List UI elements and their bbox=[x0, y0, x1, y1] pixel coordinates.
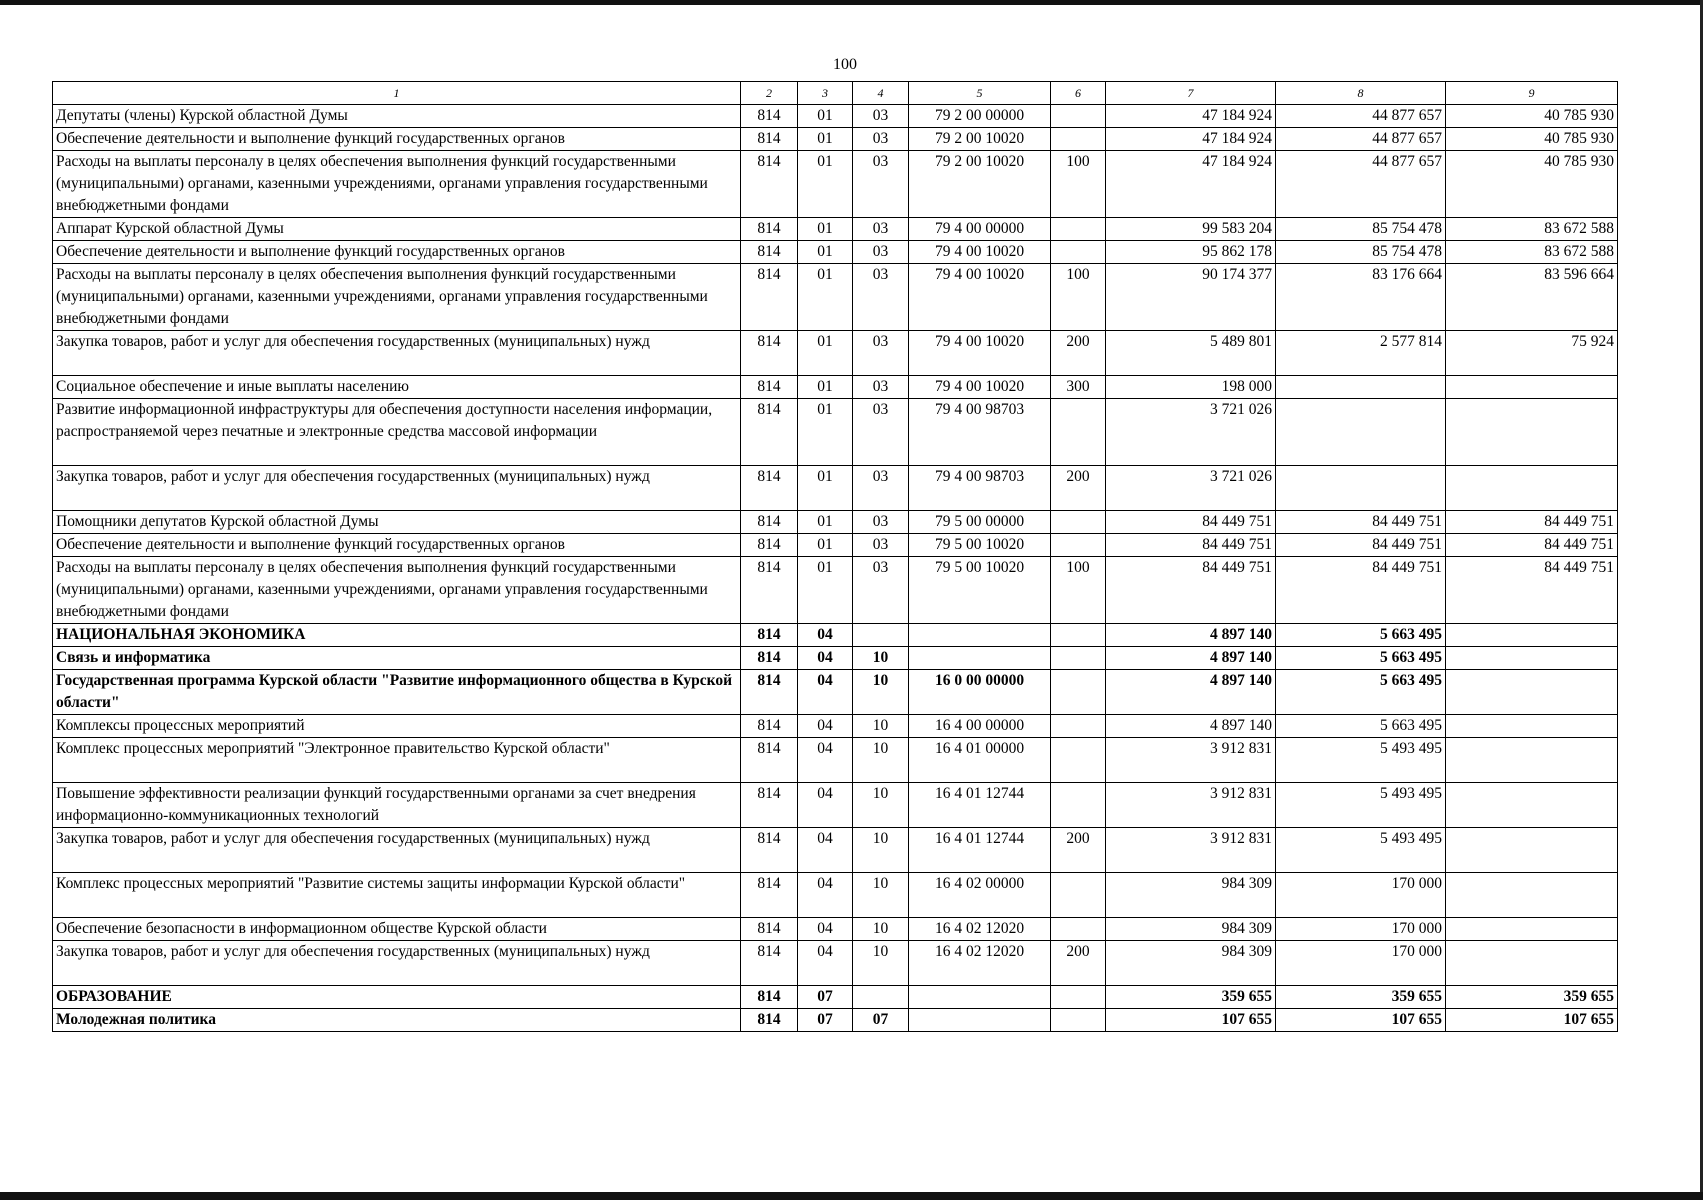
amount-col8 bbox=[1276, 399, 1446, 466]
expense-type-code bbox=[1051, 105, 1106, 128]
section-code: 01 bbox=[798, 557, 853, 624]
amount-col9 bbox=[1446, 873, 1618, 918]
amount-col7: 107 655 bbox=[1106, 1009, 1276, 1032]
target-article-code bbox=[909, 624, 1051, 647]
section-code: 07 bbox=[798, 986, 853, 1009]
row-name: Комплекс процессных мероприятий "Электронное правительство Курской области" bbox=[53, 738, 741, 783]
ministry-code: 814 bbox=[741, 128, 798, 151]
ministry-code: 814 bbox=[741, 783, 798, 828]
ministry-code: 814 bbox=[741, 241, 798, 264]
subsection-code: 03 bbox=[853, 151, 909, 218]
section-code: 04 bbox=[798, 941, 853, 986]
table-row bbox=[53, 828, 1618, 873]
amount-col8: 85 754 478 bbox=[1276, 241, 1446, 264]
table-row bbox=[53, 218, 1618, 241]
amount-col9: 40 785 930 bbox=[1446, 151, 1618, 218]
row-name: Расходы на выплаты персоналу в целях обеспечения выполнения функций государственными (муниципальными) органами, казенными учреждениями, органами управления государственными внебюджетными фондами bbox=[53, 151, 741, 218]
amount-col7: 47 184 924 bbox=[1106, 151, 1276, 218]
row-name: Обеспечение деятельности и выполнение функций государственных органов bbox=[53, 241, 741, 264]
ministry-code: 814 bbox=[741, 941, 798, 986]
row-name: Комплекс процессных мероприятий "Развитие системы защиты информации Курской области" bbox=[53, 873, 741, 918]
ministry-code: 814 bbox=[741, 466, 798, 511]
amount-col8: 5 493 495 bbox=[1276, 828, 1446, 873]
section-code: 01 bbox=[798, 534, 853, 557]
section-code: 01 bbox=[798, 218, 853, 241]
amount-col7: 47 184 924 bbox=[1106, 105, 1276, 128]
amount-col7: 359 655 bbox=[1106, 986, 1276, 1009]
amount-col8: 2 577 814 bbox=[1276, 331, 1446, 376]
amount-col8: 84 449 751 bbox=[1276, 557, 1446, 624]
amount-col9: 84 449 751 bbox=[1446, 534, 1618, 557]
target-article-code: 16 4 01 12744 bbox=[909, 828, 1051, 873]
amount-col7: 84 449 751 bbox=[1106, 511, 1276, 534]
amount-col8: 85 754 478 bbox=[1276, 218, 1446, 241]
ministry-code: 814 bbox=[741, 647, 798, 670]
amount-col9 bbox=[1446, 738, 1618, 783]
amount-col7: 984 309 bbox=[1106, 873, 1276, 918]
subsection-code: 10 bbox=[853, 783, 909, 828]
amount-col8: 44 877 657 bbox=[1276, 151, 1446, 218]
amount-col9 bbox=[1446, 918, 1618, 941]
ministry-code: 814 bbox=[741, 1009, 798, 1032]
subsection-code: 03 bbox=[853, 105, 909, 128]
amount-col7: 4 897 140 bbox=[1106, 624, 1276, 647]
amount-col8: 5 663 495 bbox=[1276, 670, 1446, 715]
expense-type-code bbox=[1051, 918, 1106, 941]
target-article-code: 79 4 00 98703 bbox=[909, 466, 1051, 511]
target-article-code: 79 4 00 10020 bbox=[909, 331, 1051, 376]
row-name: Закупка товаров, работ и услуг для обеспечения государственных (муниципальных) нужд bbox=[53, 828, 741, 873]
section-code: 01 bbox=[798, 331, 853, 376]
column-header: 4 bbox=[853, 82, 909, 105]
subsection-code: 03 bbox=[853, 511, 909, 534]
amount-col9: 84 449 751 bbox=[1446, 557, 1618, 624]
row-name: Помощники депутатов Курской областной Думы bbox=[53, 511, 741, 534]
section-code: 04 bbox=[798, 873, 853, 918]
table-row bbox=[53, 624, 1618, 647]
target-article-code: 79 5 00 10020 bbox=[909, 534, 1051, 557]
target-article-code: 16 0 00 00000 bbox=[909, 670, 1051, 715]
subsection-code: 03 bbox=[853, 331, 909, 376]
scan-border-top bbox=[0, 0, 1703, 5]
amount-col9 bbox=[1446, 624, 1618, 647]
target-article-code: 79 2 00 10020 bbox=[909, 151, 1051, 218]
table-row bbox=[53, 466, 1618, 511]
amount-col8: 170 000 bbox=[1276, 941, 1446, 986]
section-code: 01 bbox=[798, 241, 853, 264]
table-row bbox=[53, 151, 1618, 218]
amount-col7: 198 000 bbox=[1106, 376, 1276, 399]
amount-col9: 83 672 588 bbox=[1446, 241, 1618, 264]
row-name: Комплексы процессных мероприятий bbox=[53, 715, 741, 738]
amount-col7: 4 897 140 bbox=[1106, 647, 1276, 670]
table-row bbox=[53, 264, 1618, 331]
amount-col8: 170 000 bbox=[1276, 918, 1446, 941]
ministry-code: 814 bbox=[741, 264, 798, 331]
expense-type-code bbox=[1051, 783, 1106, 828]
subsection-code: 10 bbox=[853, 647, 909, 670]
expense-type-code: 200 bbox=[1051, 828, 1106, 873]
amount-col8: 170 000 bbox=[1276, 873, 1446, 918]
ministry-code: 814 bbox=[741, 828, 798, 873]
amount-col7: 84 449 751 bbox=[1106, 557, 1276, 624]
section-code: 01 bbox=[798, 151, 853, 218]
section-code: 04 bbox=[798, 828, 853, 873]
subsection-code: 10 bbox=[853, 918, 909, 941]
target-article-code: 79 4 00 10020 bbox=[909, 241, 1051, 264]
section-code: 01 bbox=[798, 466, 853, 511]
section-code: 04 bbox=[798, 715, 853, 738]
amount-col8: 5 493 495 bbox=[1276, 738, 1446, 783]
table-row bbox=[53, 647, 1618, 670]
expense-type-code: 100 bbox=[1051, 151, 1106, 218]
expense-type-code bbox=[1051, 873, 1106, 918]
ministry-code: 814 bbox=[741, 670, 798, 715]
row-name: Связь и информатика bbox=[53, 647, 741, 670]
amount-col8: 5 663 495 bbox=[1276, 624, 1446, 647]
amount-col7: 99 583 204 bbox=[1106, 218, 1276, 241]
table-row bbox=[53, 1009, 1618, 1032]
target-article-code: 79 2 00 00000 bbox=[909, 105, 1051, 128]
amount-col9 bbox=[1446, 783, 1618, 828]
table-row bbox=[53, 738, 1618, 783]
amount-col7: 4 897 140 bbox=[1106, 715, 1276, 738]
subsection-code: 10 bbox=[853, 738, 909, 783]
subsection-code: 10 bbox=[853, 941, 909, 986]
subsection-code: 03 bbox=[853, 128, 909, 151]
amount-col7: 3 912 831 bbox=[1106, 828, 1276, 873]
ministry-code: 814 bbox=[741, 918, 798, 941]
row-name: Депутаты (члены) Курской областной Думы bbox=[53, 105, 741, 128]
section-code: 04 bbox=[798, 918, 853, 941]
target-article-code: 79 4 00 00000 bbox=[909, 218, 1051, 241]
amount-col9 bbox=[1446, 399, 1618, 466]
subsection-code: 03 bbox=[853, 376, 909, 399]
ministry-code: 814 bbox=[741, 376, 798, 399]
amount-col9: 84 449 751 bbox=[1446, 511, 1618, 534]
amount-col7: 3 912 831 bbox=[1106, 738, 1276, 783]
column-header: 1 bbox=[53, 82, 741, 105]
ministry-code: 814 bbox=[741, 557, 798, 624]
ministry-code: 814 bbox=[741, 624, 798, 647]
table-row bbox=[53, 986, 1618, 1009]
target-article-code: 16 4 02 00000 bbox=[909, 873, 1051, 918]
page-number: 100 bbox=[833, 56, 857, 73]
section-code: 07 bbox=[798, 1009, 853, 1032]
expense-type-code: 200 bbox=[1051, 466, 1106, 511]
row-name: Расходы на выплаты персоналу в целях обеспечения выполнения функций государственными (муниципальными) органами, казенными учреждениями, органами управления государственными внебюджетными фондами bbox=[53, 557, 741, 624]
amount-col8: 83 176 664 bbox=[1276, 264, 1446, 331]
expense-type-code bbox=[1051, 241, 1106, 264]
table-row bbox=[53, 399, 1618, 466]
subsection-code: 03 bbox=[853, 399, 909, 466]
row-name: Социальное обеспечение и иные выплаты населению bbox=[53, 376, 741, 399]
row-name: Развитие информационной инфраструктуры для обеспечения доступности населения информации, распространяемой через печатные и электронные средства массовой информации bbox=[53, 399, 741, 466]
expense-type-code bbox=[1051, 1009, 1106, 1032]
subsection-code: 03 bbox=[853, 534, 909, 557]
section-code: 04 bbox=[798, 647, 853, 670]
subsection-code bbox=[853, 624, 909, 647]
row-name: Аппарат Курской областной Думы bbox=[53, 218, 741, 241]
section-code: 01 bbox=[798, 264, 853, 331]
section-code: 04 bbox=[798, 783, 853, 828]
amount-col7: 47 184 924 bbox=[1106, 128, 1276, 151]
amount-col7: 3 912 831 bbox=[1106, 783, 1276, 828]
amount-col9: 107 655 bbox=[1446, 1009, 1618, 1032]
target-article-code: 79 4 00 10020 bbox=[909, 376, 1051, 399]
ministry-code: 814 bbox=[741, 534, 798, 557]
amount-col9 bbox=[1446, 466, 1618, 511]
section-code: 04 bbox=[798, 738, 853, 783]
expense-type-code: 100 bbox=[1051, 264, 1106, 331]
amount-col7: 3 721 026 bbox=[1106, 399, 1276, 466]
section-code: 01 bbox=[798, 399, 853, 466]
target-article-code bbox=[909, 986, 1051, 1009]
scan-border-bottom bbox=[0, 1192, 1703, 1200]
amount-col8: 44 877 657 bbox=[1276, 128, 1446, 151]
amount-col8: 44 877 657 bbox=[1276, 105, 1446, 128]
amount-col9: 75 924 bbox=[1446, 331, 1618, 376]
row-name: НАЦИОНАЛЬНАЯ ЭКОНОМИКА bbox=[53, 624, 741, 647]
amount-col8: 107 655 bbox=[1276, 1009, 1446, 1032]
table-row bbox=[53, 873, 1618, 918]
target-article-code: 16 4 02 12020 bbox=[909, 941, 1051, 986]
amount-col8: 5 663 495 bbox=[1276, 715, 1446, 738]
ministry-code: 814 bbox=[741, 399, 798, 466]
subsection-code: 10 bbox=[853, 715, 909, 738]
target-article-code bbox=[909, 647, 1051, 670]
subsection-code: 03 bbox=[853, 264, 909, 331]
amount-col8: 84 449 751 bbox=[1276, 534, 1446, 557]
amount-col9 bbox=[1446, 715, 1618, 738]
expense-type-code bbox=[1051, 511, 1106, 534]
column-header: 8 bbox=[1276, 82, 1446, 105]
amount-col8 bbox=[1276, 376, 1446, 399]
amount-col8: 5 493 495 bbox=[1276, 783, 1446, 828]
table-row bbox=[53, 511, 1618, 534]
amount-col7: 90 174 377 bbox=[1106, 264, 1276, 331]
row-name: Обеспечение деятельности и выполнение функций государственных органов bbox=[53, 534, 741, 557]
column-header: 6 bbox=[1051, 82, 1106, 105]
expense-type-code bbox=[1051, 986, 1106, 1009]
amount-col9: 83 596 664 bbox=[1446, 264, 1618, 331]
target-article-code: 16 4 01 00000 bbox=[909, 738, 1051, 783]
ministry-code: 814 bbox=[741, 151, 798, 218]
amount-col9 bbox=[1446, 376, 1618, 399]
table-row bbox=[53, 918, 1618, 941]
target-article-code: 79 4 00 10020 bbox=[909, 264, 1051, 331]
ministry-code: 814 bbox=[741, 511, 798, 534]
amount-col9 bbox=[1446, 828, 1618, 873]
subsection-code: 10 bbox=[853, 873, 909, 918]
column-header: 9 bbox=[1446, 82, 1618, 105]
table-row bbox=[53, 128, 1618, 151]
row-name: Обеспечение деятельности и выполнение функций государственных органов bbox=[53, 128, 741, 151]
ministry-code: 814 bbox=[741, 873, 798, 918]
amount-col7: 3 721 026 bbox=[1106, 466, 1276, 511]
subsection-code: 03 bbox=[853, 218, 909, 241]
table-row bbox=[53, 105, 1618, 128]
amount-col7: 4 897 140 bbox=[1106, 670, 1276, 715]
expense-type-code: 300 bbox=[1051, 376, 1106, 399]
target-article-code: 79 5 00 10020 bbox=[909, 557, 1051, 624]
row-name: Закупка товаров, работ и услуг для обеспечения государственных (муниципальных) нужд bbox=[53, 941, 741, 986]
budget-table bbox=[52, 81, 1618, 1032]
amount-col8: 84 449 751 bbox=[1276, 511, 1446, 534]
amount-col9: 359 655 bbox=[1446, 986, 1618, 1009]
table-row bbox=[53, 331, 1618, 376]
expense-type-code bbox=[1051, 738, 1106, 783]
target-article-code bbox=[909, 1009, 1051, 1032]
expense-type-code bbox=[1051, 399, 1106, 466]
row-name: Обеспечение безопасности в информационном обществе Курской области bbox=[53, 918, 741, 941]
column-header: 3 bbox=[798, 82, 853, 105]
amount-col7: 95 862 178 bbox=[1106, 241, 1276, 264]
amount-col7: 984 309 bbox=[1106, 941, 1276, 986]
expense-type-code: 100 bbox=[1051, 557, 1106, 624]
column-header: 2 bbox=[741, 82, 798, 105]
expense-type-code bbox=[1051, 670, 1106, 715]
section-code: 01 bbox=[798, 511, 853, 534]
table-row bbox=[53, 670, 1618, 715]
row-name: Государственная программа Курской области "Развитие информационного общества в Курской области" bbox=[53, 670, 741, 715]
subsection-code: 03 bbox=[853, 557, 909, 624]
table-row bbox=[53, 376, 1618, 399]
ministry-code: 814 bbox=[741, 715, 798, 738]
expense-type-code bbox=[1051, 624, 1106, 647]
section-code: 04 bbox=[798, 670, 853, 715]
amount-col9: 83 672 588 bbox=[1446, 218, 1618, 241]
ministry-code: 814 bbox=[741, 105, 798, 128]
amount-col8 bbox=[1276, 466, 1446, 511]
column-header: 7 bbox=[1106, 82, 1276, 105]
section-code: 01 bbox=[798, 105, 853, 128]
table-row bbox=[53, 241, 1618, 264]
table-header-row bbox=[53, 82, 1618, 105]
table-row bbox=[53, 715, 1618, 738]
section-code: 01 bbox=[798, 128, 853, 151]
subsection-code: 03 bbox=[853, 466, 909, 511]
amount-col9: 40 785 930 bbox=[1446, 105, 1618, 128]
target-article-code: 79 2 00 10020 bbox=[909, 128, 1051, 151]
amount-col9 bbox=[1446, 647, 1618, 670]
ministry-code: 814 bbox=[741, 331, 798, 376]
amount-col9 bbox=[1446, 670, 1618, 715]
row-name: Повышение эффективности реализации функций государственными органами за счет внедрения информационно-коммуникационных технологий bbox=[53, 783, 741, 828]
expense-type-code bbox=[1051, 647, 1106, 670]
expense-type-code bbox=[1051, 715, 1106, 738]
target-article-code: 16 4 01 12744 bbox=[909, 783, 1051, 828]
amount-col8: 5 663 495 bbox=[1276, 647, 1446, 670]
target-article-code: 16 4 02 12020 bbox=[909, 918, 1051, 941]
ministry-code: 814 bbox=[741, 218, 798, 241]
table-row bbox=[53, 941, 1618, 986]
table-row bbox=[53, 557, 1618, 624]
row-name: Закупка товаров, работ и услуг для обеспечения государственных (муниципальных) нужд bbox=[53, 466, 741, 511]
expense-type-code bbox=[1051, 218, 1106, 241]
expense-type-code: 200 bbox=[1051, 331, 1106, 376]
section-code: 04 bbox=[798, 624, 853, 647]
expense-type-code bbox=[1051, 534, 1106, 557]
subsection-code: 07 bbox=[853, 1009, 909, 1032]
row-name: Закупка товаров, работ и услуг для обеспечения государственных (муниципальных) нужд bbox=[53, 331, 741, 376]
section-code: 01 bbox=[798, 376, 853, 399]
ministry-code: 814 bbox=[741, 986, 798, 1009]
expense-type-code bbox=[1051, 128, 1106, 151]
amount-col9 bbox=[1446, 941, 1618, 986]
row-name: Молодежная политика bbox=[53, 1009, 741, 1032]
subsection-code bbox=[853, 986, 909, 1009]
subsection-code: 10 bbox=[853, 670, 909, 715]
row-name: ОБРАЗОВАНИЕ bbox=[53, 986, 741, 1009]
target-article-code: 79 4 00 98703 bbox=[909, 399, 1051, 466]
target-article-code: 16 4 00 00000 bbox=[909, 715, 1051, 738]
amount-col8: 359 655 bbox=[1276, 986, 1446, 1009]
amount-col7: 984 309 bbox=[1106, 918, 1276, 941]
table-row bbox=[53, 783, 1618, 828]
subsection-code: 03 bbox=[853, 241, 909, 264]
target-article-code: 79 5 00 00000 bbox=[909, 511, 1051, 534]
ministry-code: 814 bbox=[741, 738, 798, 783]
amount-col9: 40 785 930 bbox=[1446, 128, 1618, 151]
subsection-code: 10 bbox=[853, 828, 909, 873]
expense-type-code: 200 bbox=[1051, 941, 1106, 986]
amount-col7: 5 489 801 bbox=[1106, 331, 1276, 376]
table-row bbox=[53, 534, 1618, 557]
row-name: Расходы на выплаты персоналу в целях обеспечения выполнения функций государственными (муниципальными) органами, казенными учреждениями, органами управления государственными внебюджетными фондами bbox=[53, 264, 741, 331]
amount-col7: 84 449 751 bbox=[1106, 534, 1276, 557]
column-header: 5 bbox=[909, 82, 1051, 105]
